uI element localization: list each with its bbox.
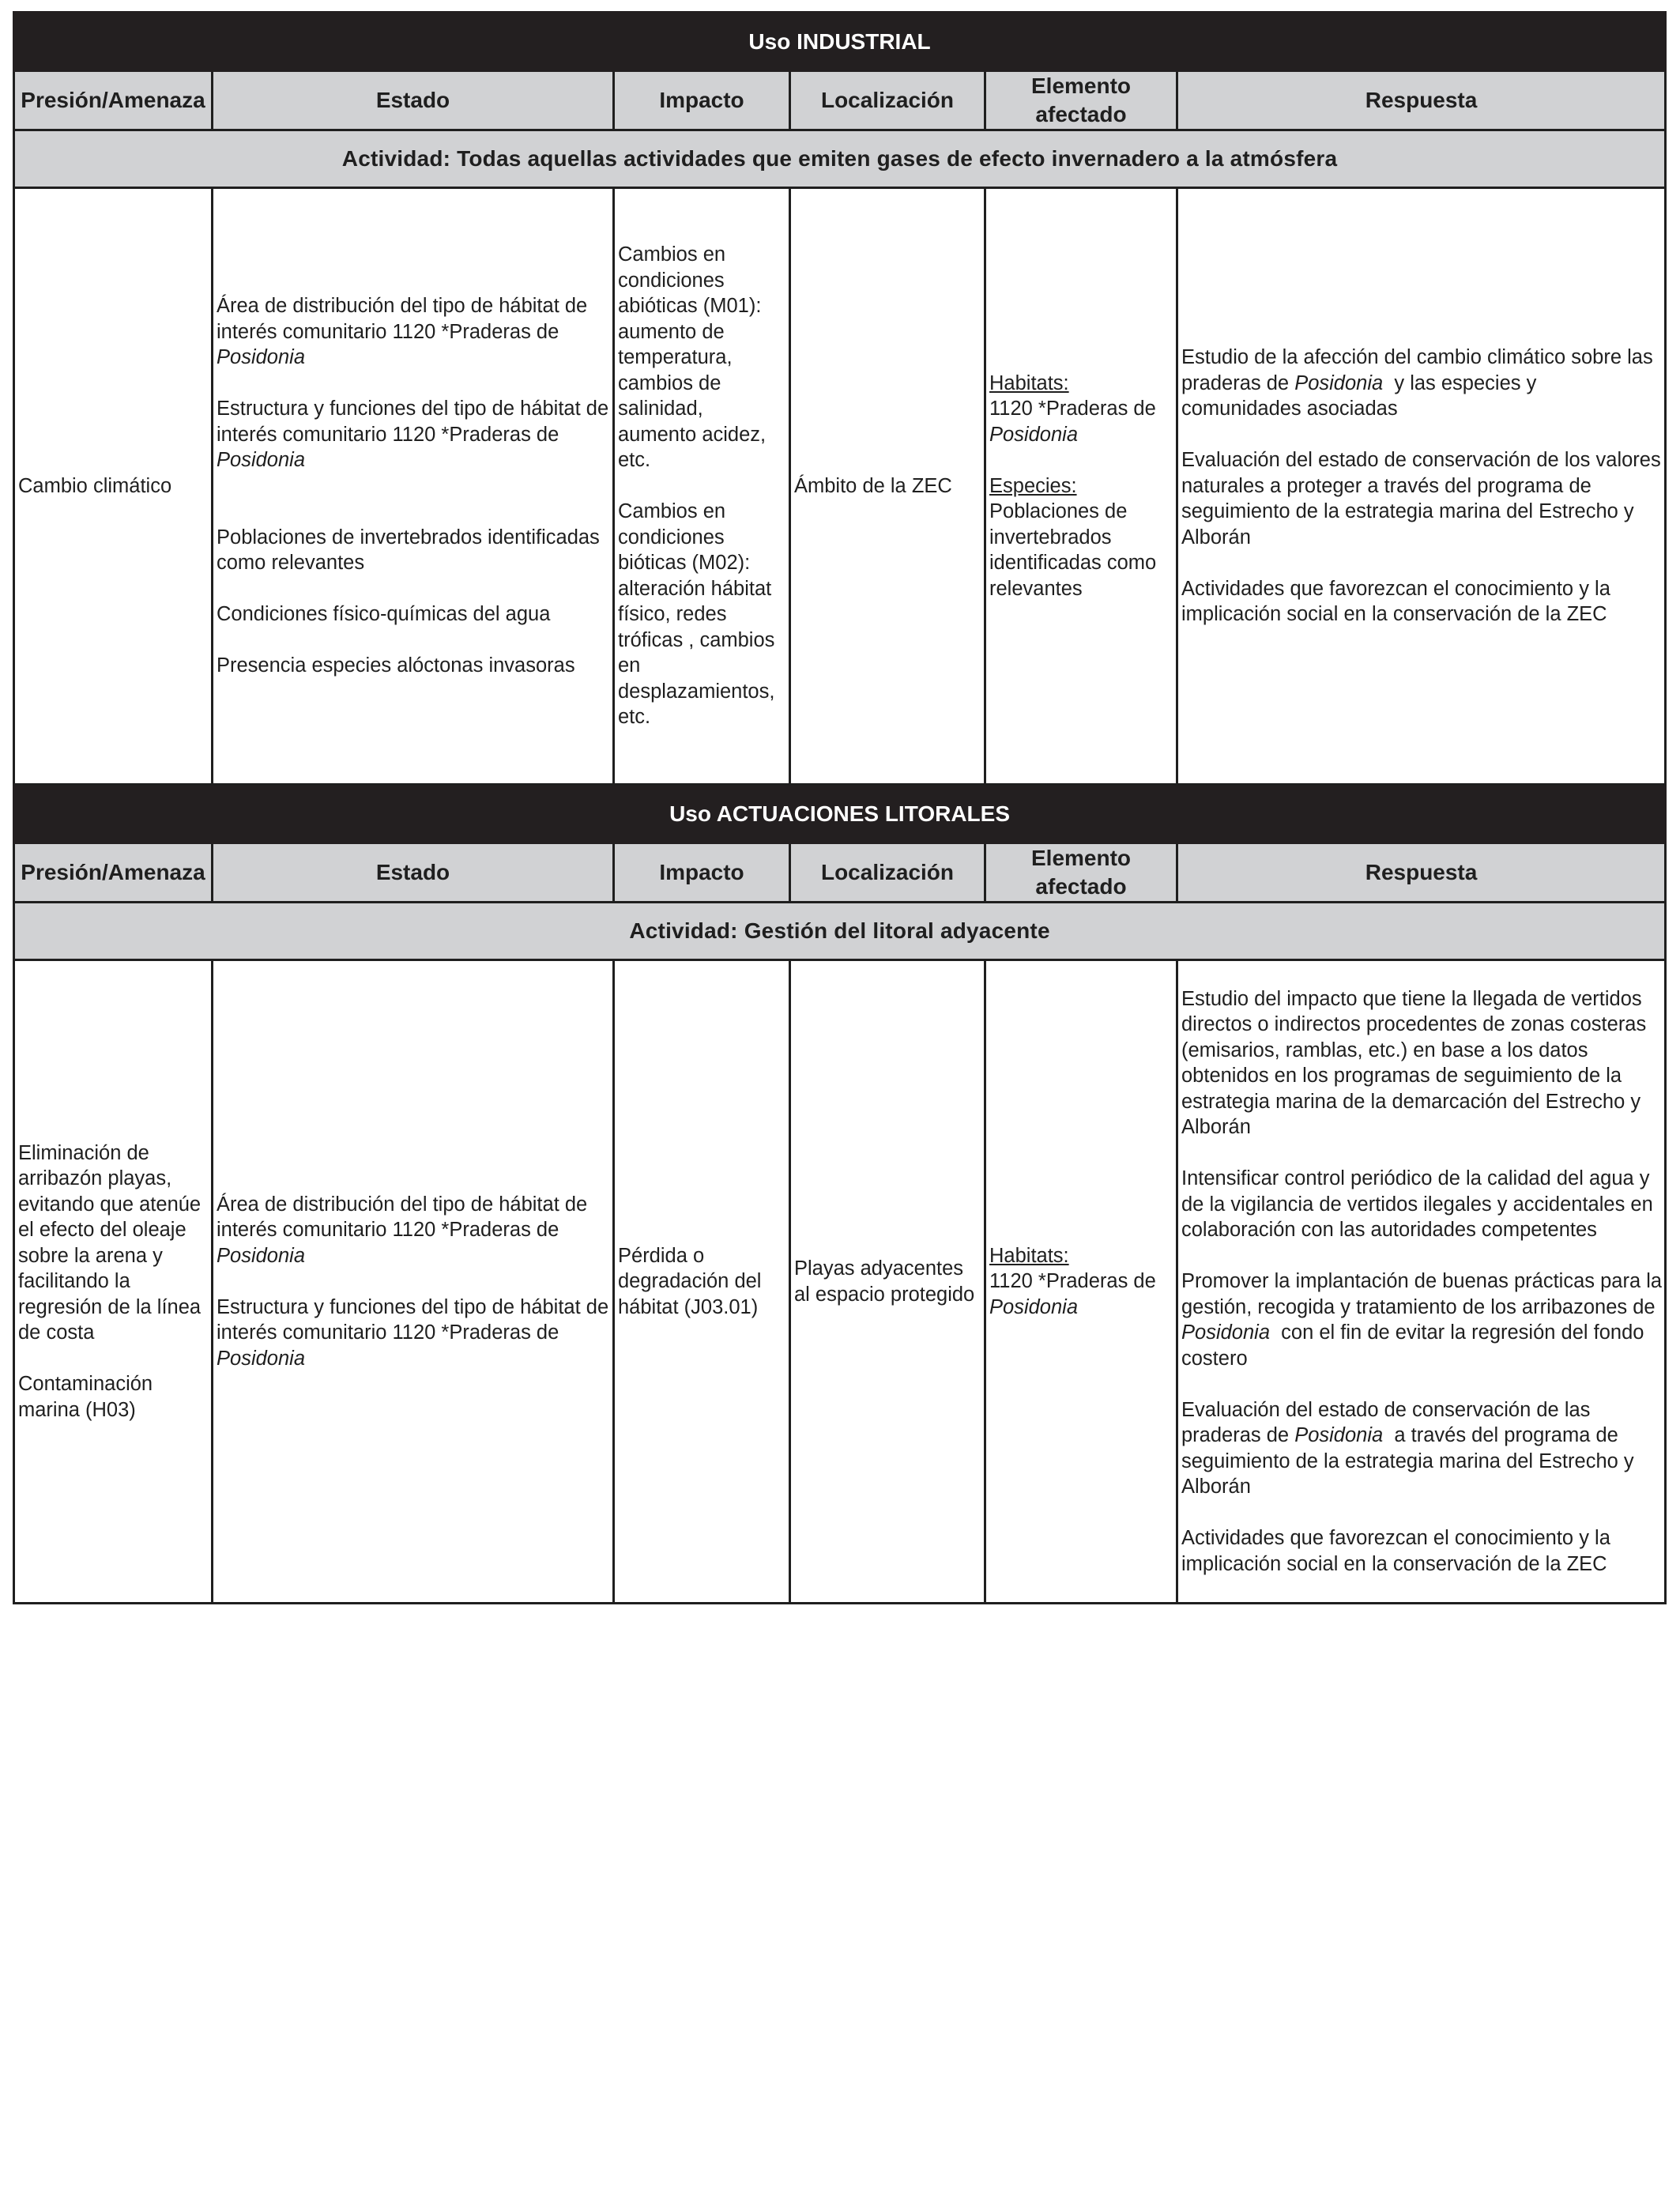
header-estado: Estado: [213, 71, 614, 130]
estado-item: Área de distribución del tipo de hábitat de interés comunitario 1120 *Praderas de Posidonia: [217, 295, 588, 369]
respuesta-item: Promover la implantación de buenas prácticas para la gestión, recogida y tratamiento de los arribazones de Posidonia con el fin de evitar la regresión del fondo costero: [1181, 1270, 1663, 1370]
table-row: [14, 960, 1666, 1604]
habitat-item: 1120 *Praderas de Posidonia: [989, 1270, 1156, 1318]
activity-row: [14, 903, 1666, 960]
estado-item: Área de distribución del tipo de hábitat de interés comunitario 1120 *Praderas de Posidonia: [217, 1193, 588, 1267]
respuesta-item: Estudio de la afección del cambio climático sobre las praderas de Posidonia y las especies y comunidades asociadas: [1181, 346, 1653, 420]
estado-item: Poblaciones de invertebrados identificadas como relevantes: [217, 526, 600, 575]
header-respuesta: Respuesta: [1177, 843, 1666, 903]
estado-item: Estructura y funciones del tipo de hábitat de interés comunitario 1120 *Praderas de Posidonia: [217, 398, 609, 472]
section-title-litorales: Uso ACTUACIONES LITORALES: [14, 785, 1666, 843]
header-impacto: Impacto: [614, 843, 790, 903]
habitat-item: 1120 *Praderas de Posidonia: [989, 398, 1156, 446]
header-presion: Presión/Amenaza: [14, 843, 213, 903]
respuesta-item: Estudio del impacto que tiene la llegada de vertidos directos o indirectos procedentes de zonas costeras (emisarios, ramblas, etc.) en base a los datos obtenidos en los programas de seguimiento de la estrategia marina de la demarcación del Estrecho y Alborán: [1181, 987, 1647, 1139]
respuesta-item: Evaluación del estado de conservación de las praderas de Posidonia a través del programa de seguimiento de la estrategia marina del Estrecho y Alborán: [1181, 1398, 1634, 1498]
respuesta-item: Intensificar control periódico de la calidad del agua y de la vigilancia de vertidos ilegales y accidentales en colaboración con las autoridades competentes: [1181, 1167, 1653, 1242]
localizacion-text: Ámbito de la ZEC: [794, 474, 952, 497]
especies-item: Poblaciones de invertebrados identificadas como relevantes: [989, 500, 1157, 600]
habitats-label: Habitats:: [989, 1244, 1069, 1267]
header-presion: Presión/Amenaza: [14, 71, 213, 130]
pressure-response-table: [13, 11, 1667, 1604]
activity-label: Actividad: Gestión del litoral adyacente: [14, 903, 1666, 960]
respuesta-item: Actividades que favorezcan el conocimiento y la implicación social en la conservación de la ZEC: [1181, 577, 1610, 626]
header-respuesta: Respuesta: [1177, 71, 1666, 130]
presion-item: Eliminación de arribazón playas, evitando que atenúe el efecto del oleaje sobre la arena y facilitando la regresión de la línea de costa: [18, 1141, 202, 1344]
cell-localizacion: [790, 960, 985, 1604]
section-title-row: [14, 785, 1666, 843]
activity-row: [14, 130, 1666, 188]
respuesta-item: Evaluación del estado de conservación de los valores naturales a proteger a través del programa de seguimiento de la estrategia marina del Estrecho y Alborán: [1181, 449, 1661, 548]
estado-item: Presencia especies alóctonas invasoras: [217, 654, 575, 677]
header-impacto: Impacto: [614, 71, 790, 130]
localizacion-text: Playas adyacentes al espacio protegido: [794, 1257, 975, 1306]
presion-text: Cambio climático: [18, 474, 172, 497]
cell-estado: [213, 960, 614, 1604]
estado-item: Condiciones físico-químicas del agua: [217, 603, 551, 626]
cell-presion: [14, 960, 213, 1604]
header-estado: Estado: [213, 843, 614, 903]
cell-respuesta: [1177, 960, 1666, 1604]
header-elemento: Elemento afectado: [985, 843, 1177, 903]
section-title-row: [14, 13, 1666, 71]
column-header-row: [14, 843, 1666, 903]
presion-item: Contaminación marina (H03): [18, 1373, 153, 1421]
table-row: [14, 188, 1666, 785]
cell-elemento: [985, 188, 1177, 785]
respuesta-item: Actividades que favorezcan el conocimiento y la implicación social en la conservación de la ZEC: [1181, 1527, 1610, 1575]
especies-label: Especies:: [989, 474, 1077, 497]
habitats-label: Habitats:: [989, 371, 1069, 394]
cell-localizacion: [790, 188, 985, 785]
header-localizacion: Localización: [790, 843, 985, 903]
cell-impacto: [614, 960, 790, 1604]
header-localizacion: Localización: [790, 71, 985, 130]
cell-elemento: [985, 960, 1177, 1604]
column-header-row: [14, 71, 1666, 130]
cell-impacto: [614, 188, 790, 785]
header-elemento: Elemento afectado: [985, 71, 1177, 130]
cell-estado: [213, 188, 614, 785]
impacto-item: Cambios en condiciones abióticas (M01): aumento de temperatura, cambios de salinidad, aumento acidez, etc.: [618, 243, 767, 472]
section-title-industrial: Uso INDUSTRIAL: [14, 13, 1666, 71]
impacto-text: Pérdida o degradación del hábitat (J03.01): [618, 1244, 762, 1318]
activity-label: Actividad: Todas aquellas actividades que emiten gases de efecto invernadero a la atmósfera: [14, 130, 1666, 188]
estado-item: Estructura y funciones del tipo de hábitat de interés comunitario 1120 *Praderas de Posidonia: [217, 1295, 609, 1370]
impacto-item: Cambios en condiciones bióticas (M02): alteración hábitat físico, redes tróficas , cambios en desplazamientos, etc.: [618, 500, 775, 729]
cell-presion: [14, 188, 213, 785]
cell-respuesta: [1177, 188, 1666, 785]
